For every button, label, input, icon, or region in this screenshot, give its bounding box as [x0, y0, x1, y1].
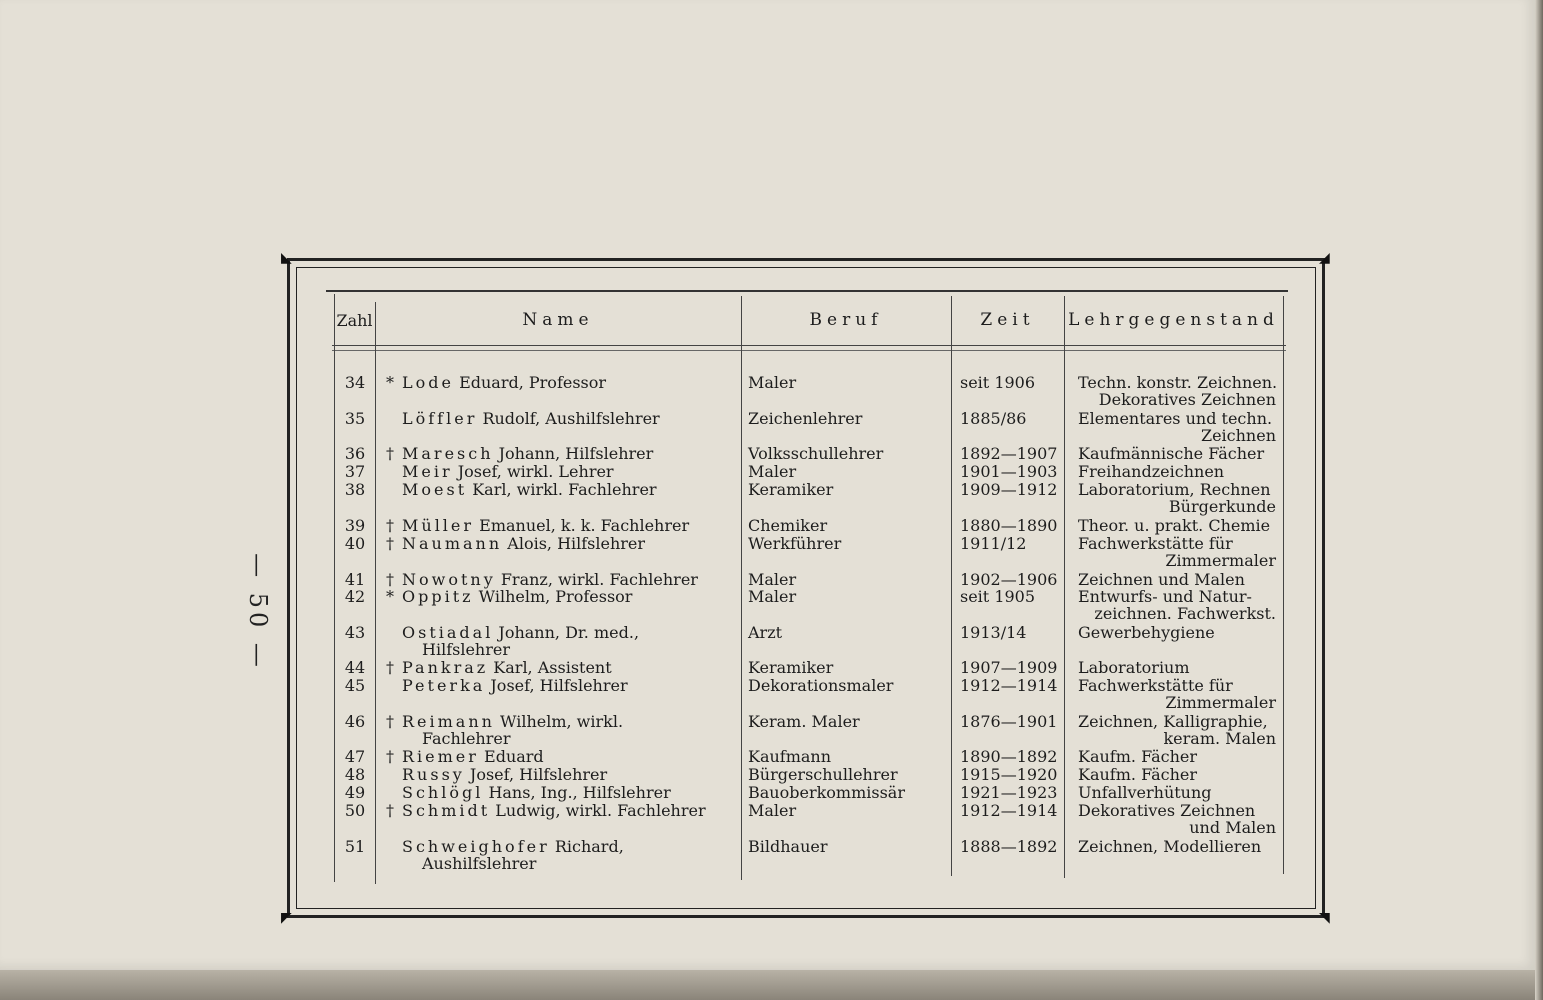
- row-number: 45: [344, 676, 366, 695]
- header-name: Name: [522, 310, 594, 330]
- row-lehrgegenstand-continuation: Bürgerkunde: [1168, 497, 1276, 516]
- row-name: [402, 659, 612, 676]
- surname: Russy: [402, 765, 465, 784]
- given-name-title: Johann, Dr. med.,: [498, 623, 640, 642]
- row-name: [402, 838, 624, 855]
- row-lehrgegenstand: Kaufm. Fächer: [1078, 765, 1197, 784]
- row-lehrgegenstand-continuation: keram. Malen: [1163, 729, 1276, 748]
- row-number: 51: [344, 837, 366, 856]
- corner-ornament-icon: ◥: [1319, 910, 1330, 926]
- row-number: 44: [344, 658, 366, 677]
- row-lehrgegenstand-continuation: Zimmermaler: [1165, 551, 1276, 570]
- row-lehrgegenstand: Kaufm. Fächer: [1078, 747, 1197, 766]
- given-name-title: Johann, Hilfslehrer: [498, 444, 654, 463]
- status-mark: †: [386, 444, 394, 463]
- header-beruf: Beruf: [809, 310, 883, 330]
- row-beruf: Bauoberkommissär: [748, 783, 905, 802]
- row-number: 49: [344, 783, 366, 802]
- row-zeit: 1909—1912: [960, 480, 1058, 499]
- row-beruf: Keram. Maler: [748, 712, 860, 731]
- status-mark: *: [386, 587, 394, 606]
- row-zeit: 1913/14: [960, 623, 1027, 642]
- given-name-title: Richard,: [554, 837, 624, 856]
- row-zeit: 1921—1923: [960, 783, 1058, 802]
- staff-table: [330, 290, 1288, 882]
- row-zeit: 1876—1901: [960, 712, 1058, 731]
- surname: Meir: [402, 462, 453, 481]
- name-continuation: Aushilfslehrer: [422, 854, 537, 873]
- given-name-title: Franz, wirkl. Fachlehrer: [500, 570, 698, 589]
- row-lehrgegenstand: Laboratorium: [1078, 658, 1190, 677]
- surname: Lode: [402, 373, 454, 392]
- surname: Pankraz: [402, 658, 489, 677]
- surname: Peterka: [402, 676, 486, 695]
- given-name-title: Eduard, Professor: [459, 373, 607, 392]
- row-zeit: seit 1906: [960, 373, 1036, 392]
- row-zeit: 1880—1890: [960, 516, 1058, 535]
- row-zeit: 1901—1903: [960, 462, 1058, 481]
- given-name-title: Wilhelm, Professor: [478, 587, 633, 606]
- row-zeit: seit 1905: [960, 587, 1036, 606]
- surname: Riemer: [402, 747, 479, 766]
- header-rule-secondary: [332, 350, 1286, 351]
- row-beruf: Bildhauer: [748, 837, 828, 856]
- page-bottom-edge: [0, 970, 1543, 1000]
- row-name: [402, 535, 645, 552]
- row-lehrgegenstand: Zeichnen, Kalligraphie,: [1078, 712, 1268, 731]
- name-continuation: Hilfslehrer: [422, 640, 510, 659]
- row-lehrgegenstand: Elementares und techn.: [1078, 409, 1273, 428]
- row-beruf: Arzt: [748, 623, 783, 642]
- row-name: [402, 802, 706, 819]
- table-top-rule: [326, 290, 1288, 292]
- given-name-title: Karl, Assistent: [493, 658, 612, 677]
- row-lehrgegenstand-continuation: und Malen: [1189, 818, 1276, 837]
- row-beruf: Bürgerschullehrer: [748, 765, 898, 784]
- column-divider: [951, 296, 952, 876]
- row-lehrgegenstand: Gewerbehygiene: [1078, 623, 1215, 642]
- row-beruf: Zeichenlehrer: [748, 409, 863, 428]
- row-number: 41: [344, 570, 366, 589]
- row-name: [402, 445, 653, 462]
- row-name: [402, 784, 671, 801]
- status-mark: †: [386, 712, 394, 731]
- row-beruf: Kaufmann: [748, 747, 832, 766]
- status-mark: †: [386, 658, 394, 677]
- row-beruf: Keramiker: [748, 658, 834, 677]
- column-divider: [1064, 296, 1065, 878]
- given-name-title: Hans, Ing., Hilfslehrer: [488, 783, 671, 802]
- header-rule: [332, 345, 1286, 346]
- surname: Oppitz: [402, 587, 474, 606]
- row-zeit: 1892—1907: [960, 444, 1058, 463]
- row-beruf: Maler: [748, 373, 797, 392]
- status-mark: *: [386, 373, 394, 392]
- row-beruf: Dekorationsmaler: [748, 676, 894, 695]
- header-lehrgegenstand: Lehrgegenstand: [1068, 310, 1279, 330]
- row-lehrgegenstand: Dekoratives Zeichnen: [1078, 801, 1256, 820]
- row-number: 43: [344, 623, 366, 642]
- given-name-title: Josef, Hilfslehrer: [469, 765, 608, 784]
- column-divider: [741, 296, 742, 880]
- corner-ornament-icon: ◢: [1319, 250, 1330, 266]
- surname: Moest: [402, 480, 468, 499]
- row-name: [402, 766, 607, 783]
- row-lehrgegenstand: Fachwerkstätte für: [1078, 676, 1233, 695]
- column-divider: [1283, 296, 1284, 874]
- corner-ornament-icon: ◣: [281, 250, 292, 266]
- row-number: 42: [344, 587, 366, 606]
- row-number: 36: [344, 444, 366, 463]
- status-mark: †: [386, 570, 394, 589]
- row-lehrgegenstand: Zeichnen, Modellieren: [1078, 837, 1262, 856]
- row-number: 46: [344, 712, 366, 731]
- surname: Schweighofer: [402, 837, 550, 856]
- row-lehrgegenstand: Kaufmännische Fächer: [1078, 444, 1265, 463]
- row-lehrgegenstand: Laboratorium, Rechnen: [1078, 480, 1271, 499]
- row-name: [402, 677, 628, 694]
- row-name: [402, 481, 657, 498]
- surname: Löffler: [402, 409, 478, 428]
- row-name: [402, 463, 614, 480]
- surname: Ostiadal: [402, 623, 494, 642]
- row-beruf: Maler: [748, 587, 797, 606]
- row-name: [402, 374, 606, 391]
- given-name-title: Rudolf, Aushilfslehrer: [482, 409, 660, 428]
- row-lehrgegenstand: Techn. konstr. Zeichnen.: [1078, 373, 1278, 392]
- status-mark: †: [386, 516, 394, 535]
- row-name: [402, 713, 623, 730]
- row-zeit: 1911/12: [960, 534, 1027, 553]
- row-beruf: Maler: [748, 570, 797, 589]
- page-right-edge: [1535, 0, 1543, 1000]
- row-zeit: 1912—1914: [960, 801, 1058, 820]
- row-number: 34: [344, 373, 366, 392]
- row-lehrgegenstand-continuation: zeichnen. Fachwerkst.: [1094, 604, 1276, 623]
- row-lehrgegenstand-continuation: Zeichnen: [1200, 426, 1276, 445]
- surname: Maresch: [402, 444, 494, 463]
- status-mark: †: [386, 801, 394, 820]
- row-name: [402, 410, 660, 427]
- row-beruf: Keramiker: [748, 480, 834, 499]
- row-zeit: 1890—1892: [960, 747, 1058, 766]
- page-number: — 50 —: [244, 553, 272, 671]
- given-name-title: Emanuel, k. k. Fachlehrer: [479, 516, 690, 535]
- row-lehrgegenstand: Zeichnen und Malen: [1078, 570, 1245, 589]
- row-beruf: Maler: [748, 462, 797, 481]
- surname: Müller: [402, 516, 475, 535]
- row-number: 35: [344, 409, 366, 428]
- row-number: 39: [344, 516, 366, 535]
- status-mark: †: [386, 747, 394, 766]
- given-name-title: Karl, wirkl. Fachlehrer: [472, 480, 657, 499]
- row-zeit: 1885/86: [960, 409, 1027, 428]
- row-number: 47: [344, 747, 366, 766]
- surname: Naumann: [402, 534, 503, 553]
- given-name-title: Josef, Hilfslehrer: [490, 676, 628, 695]
- given-name-title: Eduard: [484, 747, 544, 766]
- surname: Reimann: [402, 712, 495, 731]
- given-name-title: Alois, Hilfslehrer: [507, 534, 646, 553]
- row-beruf: Maler: [748, 801, 797, 820]
- row-zeit: 1915—1920: [960, 765, 1058, 784]
- row-number: 37: [344, 462, 366, 481]
- row-lehrgegenstand-continuation: Zimmermaler: [1165, 693, 1276, 712]
- row-lehrgegenstand: Unfallverhütung: [1078, 783, 1212, 802]
- name-continuation: Fachlehrer: [422, 729, 511, 748]
- row-number: 38: [344, 480, 366, 499]
- corner-ornament-icon: ◤: [281, 910, 292, 926]
- row-zeit: 1912—1914: [960, 676, 1058, 695]
- row-name: [402, 517, 689, 534]
- row-name: [402, 571, 698, 588]
- row-zeit: 1902—1906: [960, 570, 1058, 589]
- row-lehrgegenstand: Freihandzeichnen: [1078, 462, 1225, 481]
- given-name-title: Wilhelm, wirkl.: [500, 712, 624, 731]
- row-name: [402, 748, 544, 765]
- surname: Schmidt: [402, 801, 491, 820]
- row-lehrgegenstand: Fachwerkstätte für: [1078, 534, 1233, 553]
- row-name: [402, 588, 632, 605]
- row-lehrgegenstand: Entwurfs- und Natur-: [1078, 587, 1252, 606]
- row-number: 48: [344, 765, 366, 784]
- given-name-title: Josef, wirkl. Lehrer: [457, 462, 614, 481]
- row-beruf: Chemiker: [748, 516, 828, 535]
- header-zeit: Zeit: [980, 310, 1035, 330]
- row-zeit: 1907—1909: [960, 658, 1058, 677]
- row-zeit: 1888—1892: [960, 837, 1058, 856]
- row-number: 40: [344, 534, 366, 553]
- surname: Nowotny: [402, 570, 496, 589]
- row-beruf: Volksschullehrer: [748, 444, 884, 463]
- row-lehrgegenstand-continuation: Dekoratives Zeichnen: [1098, 390, 1276, 409]
- row-number: 50: [344, 801, 366, 820]
- surname: Schlögl: [402, 783, 484, 802]
- status-mark: †: [386, 534, 394, 553]
- row-name: [402, 624, 639, 641]
- row-lehrgegenstand: Theor. u. prakt. Chemie: [1078, 516, 1271, 535]
- given-name-title: Ludwig, wirkl. Fachlehrer: [495, 801, 706, 820]
- row-beruf: Werkführer: [748, 534, 842, 553]
- header-zahl: Zahl: [336, 310, 373, 330]
